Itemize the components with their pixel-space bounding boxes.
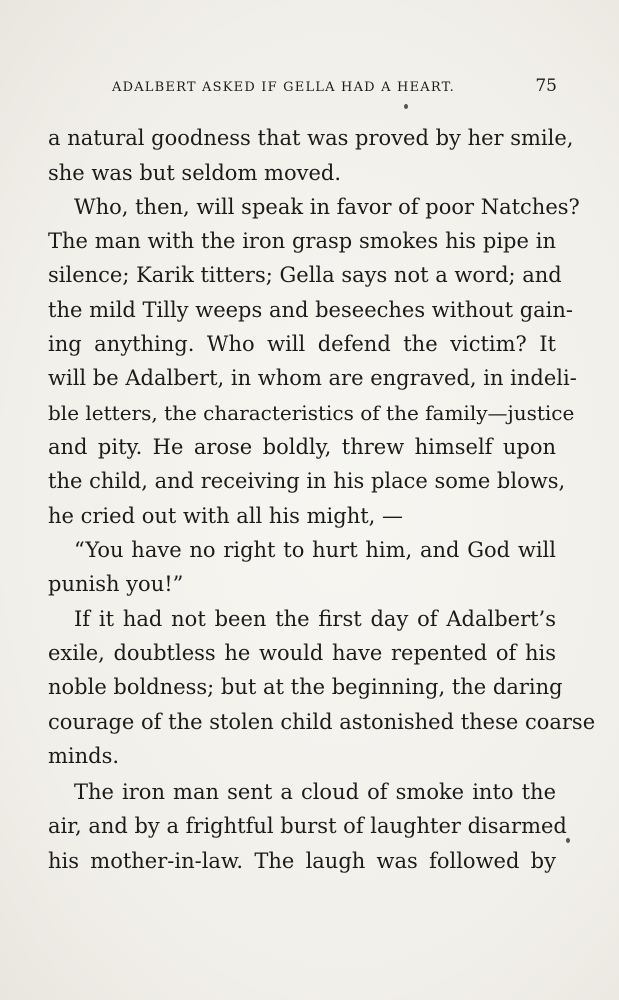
text-line: he cried out with all his might, — bbox=[48, 504, 404, 528]
ink-speck bbox=[566, 838, 570, 843]
running-title: ADALBERT ASKED IF GELLA HAD A HEART. bbox=[112, 80, 455, 95]
text-line: exile, doubtless he would have repented of his bbox=[48, 641, 556, 665]
text-line: ble letters, the characteristics of the family—justice bbox=[48, 401, 575, 425]
text-line: she was but seldom moved. bbox=[48, 161, 341, 185]
text-line: air, and by a frightful burst of laughter disarmed bbox=[48, 814, 567, 838]
ink-speck bbox=[404, 104, 408, 109]
text-line: the child, and receiving in his place some blows, bbox=[48, 469, 566, 493]
text-line: a natural goodness that was proved by her smile, bbox=[48, 126, 574, 150]
text-line: minds. bbox=[48, 744, 120, 768]
text-line: his mother-in-law. The laugh was followed by bbox=[48, 849, 556, 873]
text-line: silence; Karik titters; Gella says not a word; and bbox=[48, 263, 562, 287]
text-line: The iron man sent a cloud of smoke into the bbox=[74, 780, 556, 804]
running-head bbox=[112, 76, 557, 96]
text-line: punish you!” bbox=[48, 572, 184, 596]
text-line: courage of the stolen child astonished these coarse bbox=[48, 710, 596, 734]
text-line: If it had not been the first day of Adalbert’s bbox=[74, 607, 556, 631]
text-line: Who, then, will speak in favor of poor Natches? bbox=[74, 195, 580, 219]
text-line: noble boldness; but at the beginning, the daring bbox=[48, 675, 563, 699]
text-line: ing anything. Who will defend the victim? It bbox=[48, 332, 556, 356]
text-line: and pity. He arose boldly, threw himself upon bbox=[48, 435, 556, 459]
text-line: “You have no right to hurt him, and God will bbox=[74, 538, 556, 562]
page-number: 75 bbox=[535, 76, 557, 96]
text-line: will be Adalbert, in whom are engraved, in indeli- bbox=[48, 366, 577, 390]
text-line: The man with the iron grasp smokes his pipe in bbox=[48, 229, 556, 253]
text-line: the mild Tilly weeps and beseeches without gain- bbox=[48, 298, 574, 322]
